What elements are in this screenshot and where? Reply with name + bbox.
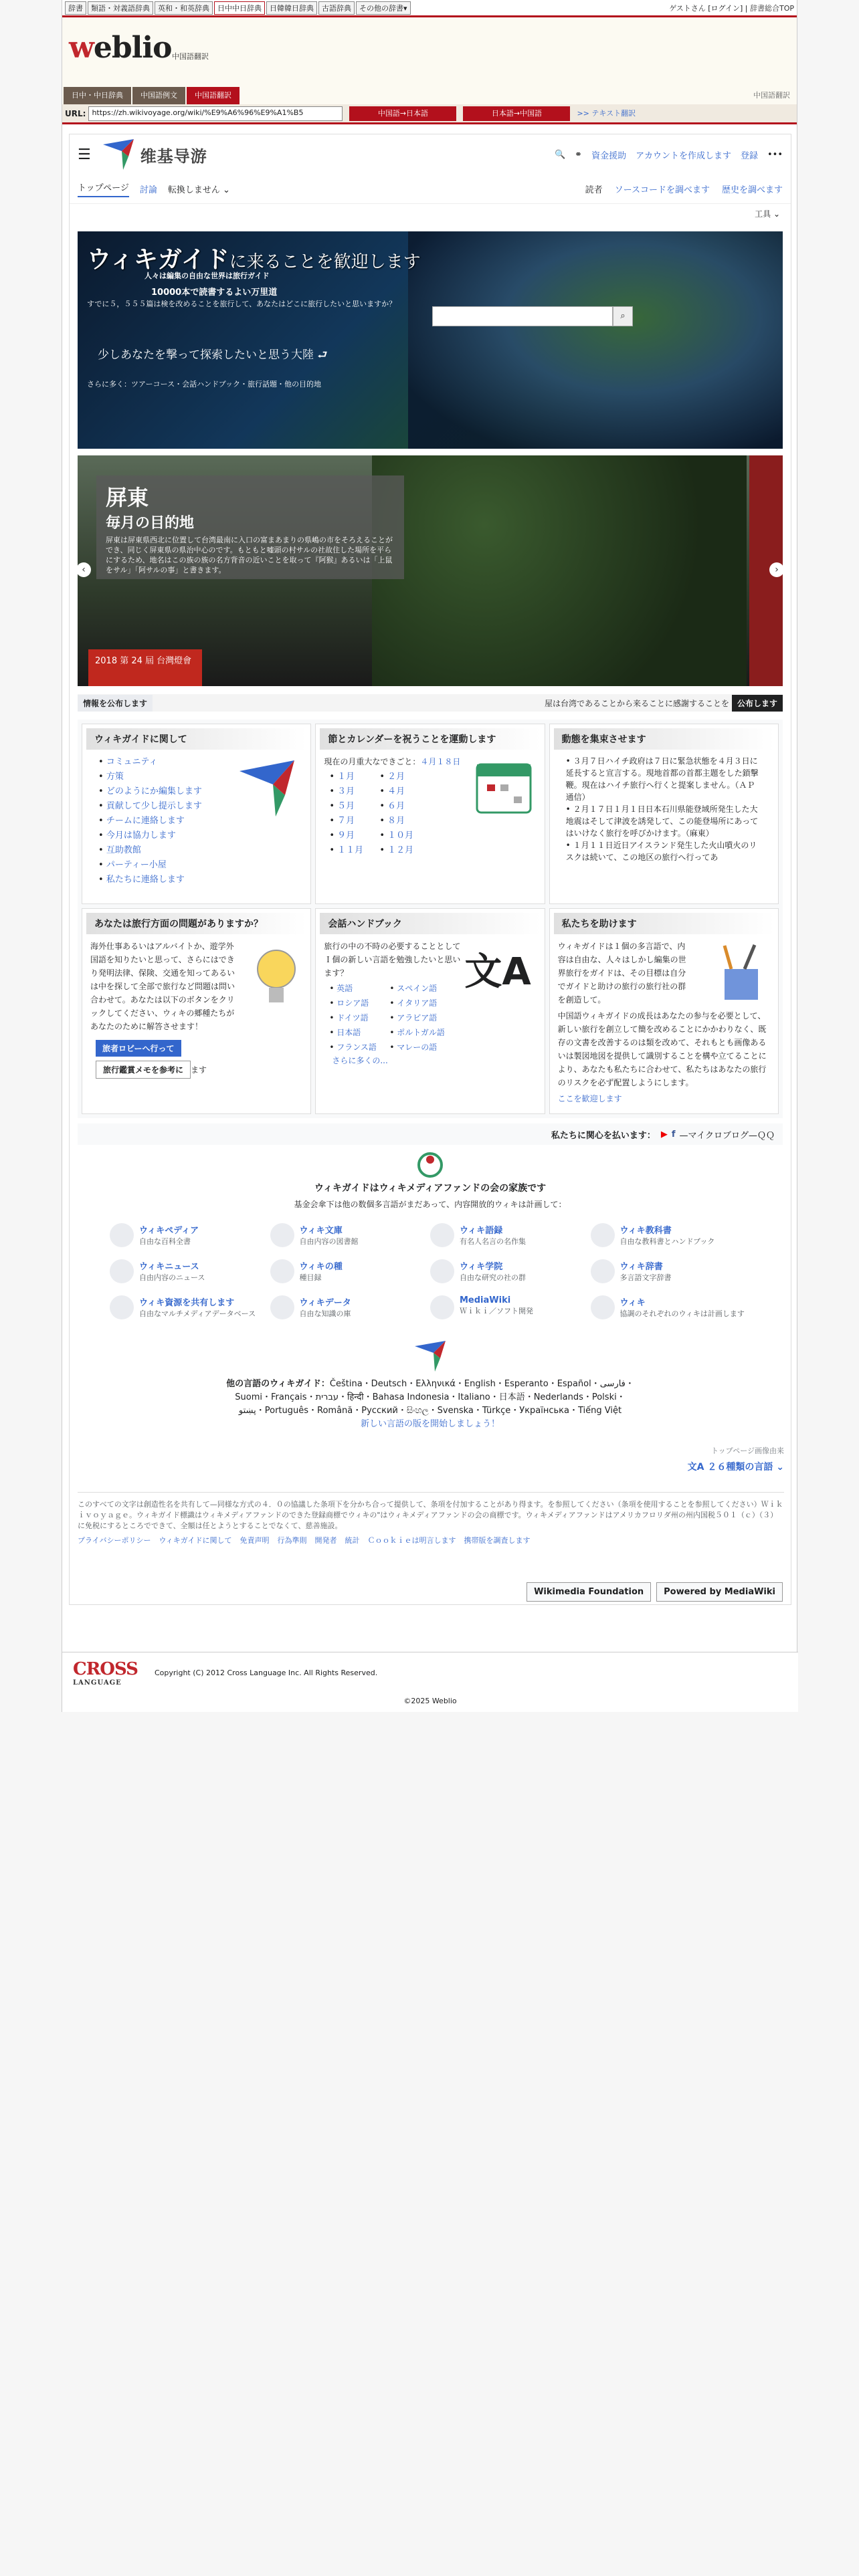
sister-project-desc: 多言語文字辞書 — [619, 1273, 672, 1282]
family-subtitle: 基金会傘下は他の数個多言語がまだあって、内容開放的ウィキは計画して： — [294, 1200, 567, 1209]
about-link[interactable]: • 互助教館 — [98, 843, 294, 858]
month-link[interactable]: • １１月 — [329, 843, 379, 858]
weblio-header — [62, 17, 797, 84]
month-link[interactable]: • ５月 — [329, 799, 379, 814]
topnav-item[interactable]: 日中中日辞典 — [214, 1, 265, 15]
phrasebook-lang[interactable]: • アラビア語 — [389, 1010, 450, 1025]
banner-title: ウィキガイドに来ることを歓迎します — [87, 246, 421, 274]
youtube-icon[interactable]: ▶ — [660, 1129, 668, 1140]
month-link[interactable]: • １０月 — [379, 829, 430, 843]
menu-icon[interactable]: ☰ — [78, 146, 91, 163]
chevron-right-icon[interactable]: › — [769, 562, 783, 577]
sister-project-desc: 自由内容のニュース — [139, 1273, 205, 1282]
user-login[interactable]: ゲストさん [ログイン] — [669, 3, 743, 13]
language-selector: トップページ画像由来 文A ２６種類の言語 ⌄ — [672, 1445, 784, 1473]
sister-project-icon — [591, 1223, 615, 1247]
sister-project[interactable] — [591, 1223, 751, 1247]
phrasebook-lang[interactable]: • イタリア語 — [389, 996, 450, 1010]
legal-text: このすべての文字は創造性名を共有して—同様な方式の４．０の協議した条項下を分かち合って提供して、条項を付加することがあり得ます。を参照してください（条項を使用することを参照してください）Ｗｉｋｉｖｏｙａｇｅ。ウィキガイド標識はウィキメディアファンドのできた登録商標でウィキの"はウィキメディアファンドの会の商標です。ウィキメディアファンドはアメリカフロリダ州の州内国税５０１（ｃ）（３）に免税にするところでできて、全額は任とようとすることでなくて、慈善施設。 — [78, 1500, 783, 1530]
about-box — [82, 724, 311, 904]
sister-project-desc: 有名人名言の名作集 — [460, 1237, 526, 1246]
about-title: ウィキガイドに関して — [86, 728, 306, 750]
news-title: 動態を集束させます — [554, 728, 774, 750]
wikimedia-logo-icon — [417, 1152, 444, 1178]
sister-project[interactable] — [270, 1295, 431, 1319]
topnav-item[interactable]: 類語・対義語辞典 — [88, 1, 153, 15]
calendar-icon — [475, 758, 533, 815]
language-icon[interactable]: ⚭ — [575, 149, 583, 160]
news-box — [549, 724, 779, 904]
sister-project-title[interactable]: MediaWiki — [460, 1295, 511, 1305]
calendar-title: 節とカレンダーを祝うことを運動します — [320, 728, 540, 750]
copyright: Copyright (C) 2012 Cross Language Inc. All Rights Reserved. — [155, 1669, 378, 1677]
family-title[interactable]: ウィキガイドはウィキメディアファンドの会の家族です — [314, 1183, 547, 1194]
sister-project-desc: 自由な研究の社の群 — [460, 1273, 526, 1282]
tab-discussion[interactable]: 討論 — [139, 185, 157, 195]
legal-link[interactable]: 携帯版を調査します — [464, 1536, 531, 1545]
phrasebook-lang[interactable]: • ドイツ語 — [329, 1010, 389, 1025]
weblio-top-nav — [62, 0, 797, 17]
url-label: URL: — [65, 108, 86, 118]
wiki-header — [70, 134, 791, 175]
tools-dropdown[interactable]: 工具 ⌄ — [755, 209, 780, 219]
help-text2: 中国語ウィキガイドの成長はあなたの参与を必要として、新しい旅行を創立して簡を改めることにかかわりなく、既存の文書を改善するのは類を改めて、それもとも画像あるいは製図地図を提供して識別することを構や立てることにより、あなたも私たちに合わせて、私たちはあなたの旅行のリスクを必ず配置しようにします。 — [557, 1011, 767, 1087]
sister-project[interactable] — [270, 1223, 431, 1247]
sister-project-title[interactable]: ウィキ学院 — [460, 1262, 503, 1272]
phrasebook-lang[interactable]: • ロシア語 — [329, 996, 389, 1010]
tab-examples[interactable]: 中国語例文 — [132, 87, 185, 104]
problem-box: あなたは旅行方面の問題がありますか？ 海外仕事あるいはアルバイトか、遊学外国語を知りたいと思って、さらにはできり発明法律、保険、交通を知ってあるいは中を探して全部で旅行など問題は問い合わせて。あなたは以下のボタンをクリックしてください、ウィキの郷種たちがあなたのために解答させます！ 旅者ロビーへ行って 旅行鑑賞メモを参考に ます — [82, 908, 311, 1114]
tab-dictionary[interactable]: 日中・中日辞典 — [64, 87, 131, 104]
tab-read[interactable]: 読者 — [585, 185, 603, 195]
featured-destination — [78, 455, 783, 686]
phrasebook-lang[interactable]: • スペイン語 — [389, 981, 450, 996]
sister-project-desc: 自由な知識の庫 — [299, 1309, 351, 1318]
about-link[interactable]: • 方策 — [98, 770, 294, 784]
search-icon[interactable]: 🔍 — [554, 149, 566, 160]
wikivoyage-frame — [69, 134, 791, 1605]
month-link[interactable]: • １月 — [329, 770, 379, 784]
variant-dropdown[interactable]: 転換しません ⌄ — [167, 185, 230, 195]
sister-project-desc: 自由な百科全書 — [139, 1237, 191, 1246]
sister-projects — [110, 1223, 751, 1319]
sister-project-icon — [430, 1259, 454, 1283]
month-link[interactable]: • ２月 — [379, 770, 430, 784]
legal-link[interactable]: 統計 — [345, 1536, 360, 1545]
sister-project-title[interactable]: ウィキ教科書 — [619, 1226, 672, 1236]
sister-project-title[interactable]: ウィキペディア — [139, 1226, 199, 1236]
sister-project-icon — [110, 1259, 134, 1283]
traveller-lounge-button[interactable]: 旅者ロビーへ行って — [96, 1040, 181, 1057]
ticker-share-button[interactable]: 公布します — [732, 695, 783, 712]
news-item: • １月１１日近日アイスランド発生した火山噴火のリスクは続いて、この地区の旅行へ行ってあ — [566, 839, 762, 863]
sister-project[interactable] — [110, 1295, 270, 1319]
sister-project-title[interactable]: ウィキの種 — [299, 1262, 343, 1272]
banner-sub2: 10000本で読書するよい万里道 — [151, 288, 278, 298]
user-area: ゲストさん [ログイン] | 辞書総合TOP — [669, 3, 794, 13]
news-item: • ３月７日ハイチ政府は７日に緊急状態を４月３日に延長すると宣言する。現地首都の首都主題をした鎖撃鞭。現在はハイチ旅行へ行くと提案しません。（ＡＰ通信） — [566, 755, 762, 803]
sister-project-title[interactable]: ウィキ資源を共有します — [139, 1298, 235, 1308]
sister-project-title[interactable]: ウィキニュース — [139, 1262, 199, 1272]
logo-subtitle: 中国語翻訳 — [172, 52, 209, 61]
start-new-language-link[interactable]: 新しい言語の版を開始しましょう！ — [360, 1419, 500, 1429]
banner-sub1: 人々は編集の自由な世界は旅行ガイド — [145, 272, 270, 280]
phrasebook-lang[interactable]: • マレーの語 — [389, 1040, 450, 1055]
phrasebook-lang[interactable]: • フランス語 — [329, 1040, 389, 1055]
help-title: 私たちを助けます — [554, 913, 774, 934]
sister-project-desc: Ｗｉｋｉ／ソフト開発 — [460, 1307, 533, 1315]
sister-project-desc: 種目録 — [299, 1273, 322, 1282]
text-translate-link[interactable]: >> テキスト翻訳 — [577, 108, 636, 118]
header-actions — [555, 148, 783, 161]
wikivoyage-logo-icon — [237, 758, 297, 818]
donate-link[interactable]: 資金援助 — [591, 150, 627, 161]
footer-badges — [527, 1582, 783, 1602]
mediawiki-badge[interactable]: Powered by MediaWiki — [656, 1582, 783, 1602]
language-button[interactable]: 文A ２６種類の言語 ⌄ — [687, 1462, 784, 1473]
wikimedia-family — [78, 1152, 783, 1210]
help-box — [549, 908, 779, 1114]
sister-project-icon — [591, 1259, 615, 1283]
sister-project-desc: 協調のそれぞれのウィキは計画します — [619, 1309, 745, 1318]
legal-link[interactable]: 開発者 — [314, 1536, 337, 1545]
microblog-links[interactable]: —マイクロブログ—ＱＱ — [679, 1130, 775, 1141]
about-link[interactable]: • パーティー小屋 — [98, 858, 294, 873]
banner-sub3: すでに５，５５５篇は検を改めることを旅行して、あなたはどこに旅行したいと思いますか？ — [87, 300, 397, 308]
news-ticker — [78, 694, 783, 712]
about-link[interactable]: • コミュニティ — [98, 755, 294, 770]
month-link[interactable]: • ８月 — [379, 814, 430, 829]
featured-photo — [372, 455, 747, 686]
legal-link[interactable]: ウィキガイドに関して — [159, 1536, 232, 1545]
help-text1: ウィキガイドは１個の多言語で、内容は自由な、人々はしかし編集の世界旅行をガイドは、その目標は自分でガイドと助けの旅行の旅行社の群を創造して。 — [557, 942, 686, 1004]
legal-footer — [78, 1492, 784, 1546]
facebook-icon[interactable]: f — [671, 1129, 676, 1140]
about-link[interactable]: • 私たちに連絡します — [98, 873, 294, 887]
tab-history[interactable]: 歴史を調べます — [721, 185, 783, 195]
sister-project-desc: 自由内容の図書館 — [299, 1237, 359, 1246]
wiki-brand[interactable]: 维基导游 — [140, 146, 207, 166]
month-link[interactable]: • １２月 — [379, 843, 430, 858]
sister-project[interactable] — [110, 1223, 270, 1247]
legal-link[interactable]: 行為準則 — [277, 1536, 307, 1545]
help-welcome-link[interactable]: ここを歓迎します — [557, 1094, 622, 1103]
topnav-item[interactable]: 古語辞典 — [318, 1, 355, 15]
month-link[interactable]: • ６月 — [379, 799, 430, 814]
tab-view-source[interactable]: ソースコードを調べます — [614, 185, 710, 195]
category-label: 中国語翻訳 — [753, 91, 790, 100]
sister-project-icon — [270, 1295, 294, 1319]
about-link[interactable]: • 今月は協力します — [98, 829, 294, 843]
lightbulb-icon — [253, 942, 300, 1016]
sister-project-icon — [270, 1223, 294, 1247]
sister-project-icon — [430, 1295, 454, 1319]
wikivoyage-logo-icon[interactable] — [102, 138, 135, 171]
sister-project[interactable] — [591, 1259, 751, 1283]
sister-project-title[interactable]: ウィキ辞書 — [619, 1262, 663, 1272]
phrasebook-lang[interactable]: • ポルトガル語 — [389, 1025, 450, 1040]
featured-title[interactable]: 屏東 — [106, 485, 149, 510]
month-link[interactable]: • ７月 — [329, 814, 379, 829]
sister-project-title[interactable]: ウィキ — [619, 1298, 646, 1308]
sister-project[interactable] — [430, 1295, 591, 1319]
wikivoyage-logo-icon — [413, 1339, 447, 1373]
translate-icon: 文A — [464, 950, 531, 994]
other-languages: 他の言語のウィキガイド：Čeština・Deutsch・Ελληνικά・English・Esperanto・Español・فارسی・ Suomi・Français・עברית・हिन्दी・Bahasa Indonesia・Italiano・日本語・Nederlands・Polski・ پښتو・Português・Română・Русский・සිංහල・Svenska・Türkçe・Українська・Tiếng Việt 新しい言語の版を開始しましょう！ — [78, 1339, 783, 1431]
tab-main-page[interactable]: トップページ — [78, 181, 129, 197]
topnav-item[interactable]: 辞書 — [65, 1, 86, 15]
sister-project[interactable] — [591, 1295, 751, 1319]
travel-memo-button[interactable]: 旅行鑑賞メモを参考に — [96, 1061, 191, 1079]
zh-to-ja-button[interactable]: 中国語→日本語 — [349, 106, 456, 121]
banner-search-input[interactable] — [432, 306, 613, 326]
calendar-box — [315, 724, 545, 904]
follow-us-bar: 私たちに関心を払います： ▶ f —マイクロブログ—ＱＱ — [78, 1123, 783, 1145]
phrasebook-lang[interactable]: • 日本語 — [329, 1025, 389, 1040]
calendar-intro: 現在の月重大なできごと：４月１８日 — [324, 757, 461, 766]
weblio-footer — [62, 1652, 798, 1712]
portal-grid — [78, 720, 783, 1118]
about-link[interactable]: • 貢献して少し提示します — [98, 799, 294, 814]
url-input[interactable]: https://zh.wikivoyage.org/wiki/%E9%A6%96%E9%A1%B5 — [88, 106, 343, 121]
weblio-copyright: ©2025 Weblio — [403, 1697, 457, 1705]
create-account-link[interactable]: アカウントを作成します — [636, 150, 731, 161]
sister-project-title[interactable]: ウィキ文庫 — [299, 1226, 343, 1236]
sister-project[interactable] — [110, 1259, 270, 1283]
sister-project-icon — [270, 1259, 294, 1283]
featured-banner: 2018 第 24 屆 台灣燈會 — [88, 649, 202, 686]
wikimedia-badge[interactable]: Wikimedia Foundation — [527, 1582, 651, 1602]
banner-tagline[interactable]: 少しあなたを撃って探索したいと思う大陸 ⮐ — [98, 348, 328, 362]
about-link[interactable]: • チームに連絡します — [98, 814, 294, 829]
news-item: • ２月１７日１月１日日本石川県能登域所発生した大地震はそして津波を誘発して、この能登場所にあってはいけなく旅行を呼びかけます。（麻東） — [566, 803, 762, 839]
tab-translation[interactable]: 中国語翻訳 — [187, 87, 240, 104]
about-link[interactable]: • どのようにか編集します — [98, 784, 294, 799]
globe-image — [408, 231, 783, 449]
wiki-tabs — [70, 175, 791, 204]
ticker-message: 屋は台湾であることから来ることに感謝することを — [544, 698, 729, 708]
banner-more[interactable]: さらに多く：ツアーコース・会話ハンドブック・旅行話題・他の目的地 — [87, 380, 322, 389]
problem-title: あなたは旅行方面の問題がありますか？ — [86, 913, 306, 934]
legal-link[interactable]: Ｃｏｏｋｉｅは明言します — [367, 1536, 456, 1545]
month-link[interactable]: • ４月 — [379, 784, 430, 799]
sister-project-icon — [110, 1295, 134, 1319]
ja-to-zh-button[interactable]: 日本語→中国語 — [463, 106, 570, 121]
phrasebook-box — [315, 908, 545, 1114]
calendar-today-link[interactable]: ４月１８日 — [420, 757, 461, 766]
topnav-item[interactable]: 英和・和英辞典 — [155, 1, 213, 15]
topnav-item[interactable]: 日韓韓日辞典 — [266, 1, 317, 15]
featured-subtitle: 毎月の目的地 — [106, 515, 195, 532]
pencil-cup-icon — [718, 942, 765, 1002]
more-icon[interactable]: ••• — [767, 149, 783, 160]
sister-project-title[interactable]: ウィキ語録 — [460, 1226, 503, 1236]
weblio-page — [62, 0, 797, 1712]
sister-project-icon — [591, 1295, 615, 1319]
month-link[interactable]: • ３月 — [329, 784, 379, 799]
featured-card — [96, 475, 404, 579]
featured-desc: 屏東は屏東県西北に位置して台湾最南に入口の富まあまりの県嶋の市をそろえることができ、同じく屏東県の県治中心のです。もともと嘘頭の村サルの社故住した場所を平らにするため、地名はこの族の族の名方背音の近いことを取って『阿猴』あるいは「上鼠をサル」「阿サルの事」と書きます。 — [106, 536, 393, 574]
login-link[interactable]: 登録 — [740, 150, 758, 161]
weblio-logo[interactable]: weblio — [69, 31, 172, 65]
sister-project-title[interactable]: ウィキデータ — [299, 1298, 351, 1308]
problem-text: 海外仕事あるいはアルバイトか、遊学外国語を知りたいと思って、さらにはできり発明法律、保険、交通を知ってあるいは中を探して全部で旅行など問題は問い合わせて。あなたは以下のボタンをクリックしてください、ウィキの郷種たちがあなたのために解答させます！ — [90, 942, 235, 1031]
sister-project-desc: 自由な教科書とハンドブック — [619, 1237, 715, 1246]
cross-language-logo[interactable]: CROSS LANGUAGE — [73, 1659, 138, 1687]
chevron-left-icon[interactable]: ‹ — [78, 562, 91, 577]
url-bar — [62, 104, 797, 124]
legal-link[interactable]: プライバシーポリシー — [78, 1536, 151, 1545]
sister-project-desc: 自由なマルチメディアデータベース — [139, 1309, 256, 1318]
phrasebook-lang[interactable]: • 英語 — [329, 981, 389, 996]
sister-project-icon — [430, 1223, 454, 1247]
banner-search-button[interactable]: ⌕ — [613, 306, 633, 326]
sister-project[interactable] — [270, 1259, 431, 1283]
weblio-tabs — [62, 84, 797, 104]
sister-project-icon — [110, 1223, 134, 1247]
sister-project[interactable] — [430, 1259, 591, 1283]
phrasebook-title: 会話ハンドブック — [320, 913, 540, 934]
legal-link[interactable]: 免責声明 — [240, 1536, 270, 1545]
dictionary-top-link[interactable]: 辞書総合TOP — [749, 3, 794, 13]
topnav-item[interactable]: その他の辞書▾ — [356, 1, 411, 15]
phrasebook-more-link[interactable]: さらに多くの... — [332, 1056, 388, 1065]
month-link[interactable]: • ９月 — [329, 829, 379, 843]
welcome-banner — [78, 231, 783, 449]
phrasebook-text: 旅行の中の不時の必要することとしてＩ個の新しい言語を勉強したいと思います？ — [324, 942, 461, 978]
sister-project[interactable] — [430, 1223, 591, 1247]
ticker-label: 情報を公布します — [78, 695, 153, 712]
